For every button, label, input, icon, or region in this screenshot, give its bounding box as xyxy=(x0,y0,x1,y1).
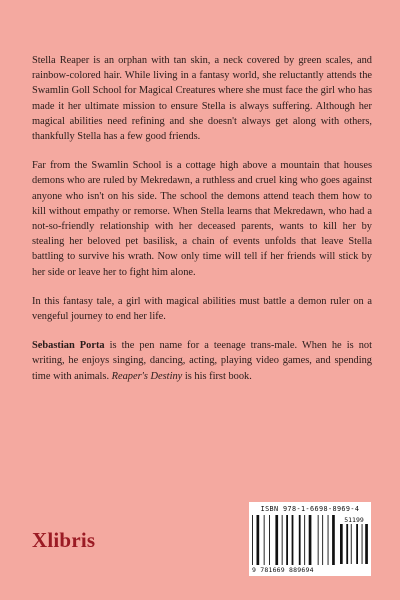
ean-barcode xyxy=(252,515,338,565)
barcode-bar xyxy=(332,515,335,565)
author-bio xyxy=(32,338,372,384)
barcode-bar xyxy=(362,524,363,564)
author-bio-text-end: is his first book. xyxy=(182,370,252,382)
blurb-paragraph-3: In this fantasy tale, a girl with magical abilities must battle a demon ruler on a vengeful journey to end her life. xyxy=(32,295,372,323)
addon-number: 51199 xyxy=(344,516,364,524)
barcode-bar xyxy=(292,515,294,565)
barcode-bar xyxy=(318,515,319,565)
addon-barcode xyxy=(340,524,368,564)
barcode-bar xyxy=(340,524,343,564)
barcode-bar xyxy=(264,515,265,565)
author-bio-text: is the pen name for a teenage trans-male. When he is not writing, he enjoys singing, dancing, acting, playing video games, and spending time with animals. xyxy=(32,340,373,382)
barcode-bar xyxy=(304,515,305,565)
barcode-bar xyxy=(257,515,260,565)
back-cover-text xyxy=(32,53,372,398)
blurb-paragraph-1: Stella Reaper is an orphan with tan skin, a neck covered by green scales, and rainbow-colored hair. While living in a fantasy world, she reluctantly attends the Swamlin Goll School for Magical Creatures where she must face the girl who has made it her ultimate mission to ensure Stella is always suffering. Although her magical abilities need refining and she doesn't always get along with others, thankfully Stella has a few good friends. xyxy=(32,55,372,143)
barcode-bar xyxy=(286,515,288,565)
isbn-barcode xyxy=(249,502,371,576)
barcode-bar xyxy=(269,515,270,565)
barcode-bar xyxy=(351,524,352,564)
isbn-label: ISBN 978-1-6698-8969-4 xyxy=(260,505,360,513)
barcode-bar xyxy=(275,515,278,565)
barcode-bar xyxy=(252,515,253,565)
barcode-bar xyxy=(322,515,323,565)
barcode-bar xyxy=(346,524,348,564)
barcode-bar xyxy=(365,524,368,564)
author-name: Sebastian Porta xyxy=(32,340,105,352)
ean-number: 9 781669 889694 xyxy=(252,566,314,574)
publisher-logo: Xlibris xyxy=(32,528,96,552)
barcode-bar xyxy=(328,515,329,565)
barcode-bar xyxy=(356,524,358,564)
blurb-paragraph-2: Far from the Swamlin School is a cottage high above a mountain that houses demons who are ruled by Mekredawn, a ruthless and cruel king who goes against anyone who isn't on his side. The school the demons attend teach them how to kill without empathy or remorse. When Stella learns that Mekredawn, who had a not-so-friendly relationship with her deceased parents, wants to kill her by stealing her beloved pet basilisk, a chain of events unfolds that leave Stella battling to survive his wrath. Now only time will tell if her friends will stick by her side or leave her to fight him alone. xyxy=(32,160,372,278)
book-title: Reaper's Destiny xyxy=(111,370,183,382)
barcode-bar xyxy=(309,515,312,565)
barcode-bar xyxy=(282,515,283,565)
barcode-bar xyxy=(299,515,301,565)
